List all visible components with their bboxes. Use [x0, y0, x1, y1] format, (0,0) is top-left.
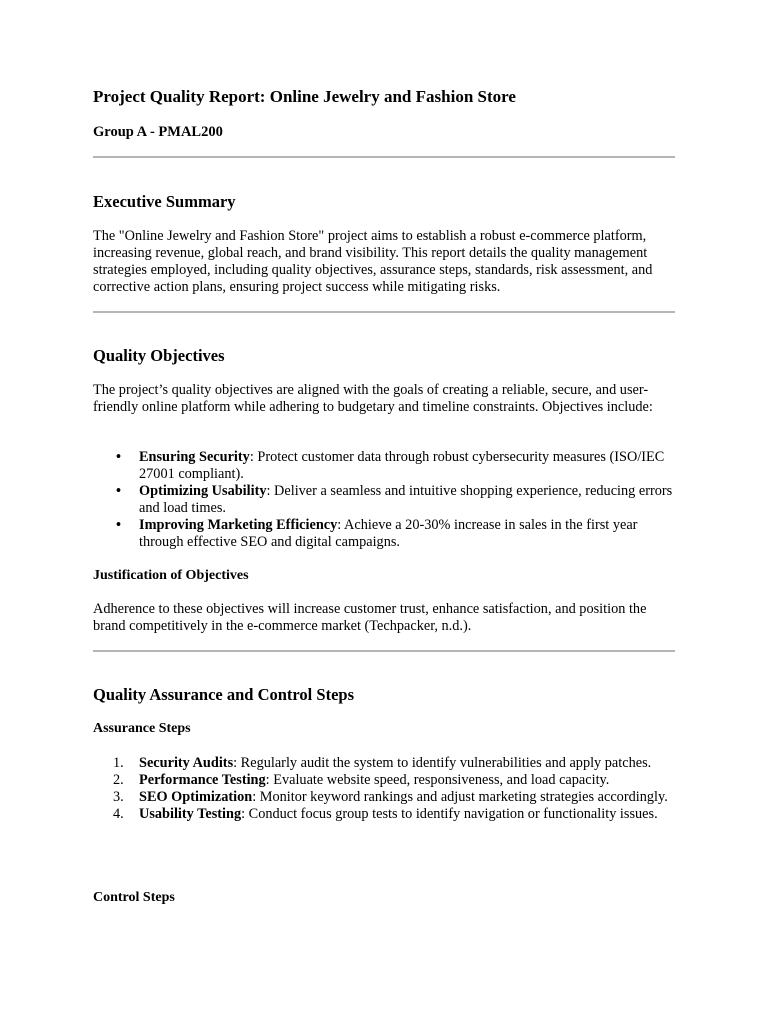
- step-number: 3.: [113, 789, 124, 805]
- step-term: Usability Testing: [139, 806, 242, 822]
- step-number: 2.: [113, 772, 124, 788]
- step-description: : Regularly audit the system to identify vulnerabilities and apply patches.: [233, 755, 652, 771]
- list-item: [93, 517, 675, 551]
- executive-summary-text: The "Online Jewelry and Fashion Store" project aims to establish a robust e-commerce platform, increasing revenue, global reach, and brand visibility. This report details the quality management strategies employed, including quality objectives, assurance steps, standards, risk assessment, and corrective action plans, ensuring project success while mitigating risks.: [93, 228, 653, 295]
- quality-objectives-intro: The project’s quality objectives are aligned with the goals of creating a reliable, secure, and user-friendly online platform while adhering to budgetary and timeline constraints. Objectives include:: [93, 382, 653, 415]
- step-description: : Conduct focus group tests to identify navigation or functionality issues.: [241, 806, 658, 822]
- executive-summary-heading: Executive Summary: [93, 192, 236, 211]
- list-item: [93, 806, 675, 823]
- list-item: [93, 483, 675, 517]
- objective-description: : Achieve a 20-30% increase in sales in the first year through effective SEO and digital campaigns.: [139, 517, 638, 550]
- group-label: Group A - PMAL200: [93, 124, 223, 140]
- quality-objectives-heading: Quality Objectives: [93, 346, 225, 365]
- objective-term: Improving Marketing Efficiency: [139, 517, 338, 533]
- step-term: SEO Optimization: [139, 789, 253, 805]
- step-number: 4.: [113, 806, 124, 822]
- justification-heading: Justification of Objectives: [93, 568, 249, 583]
- divider: [93, 650, 675, 652]
- step-term: Performance Testing: [139, 772, 266, 788]
- objective-term: Optimizing Usability: [139, 483, 267, 499]
- bullet-icon: •: [116, 483, 122, 499]
- bullet-icon: •: [116, 449, 122, 465]
- report-title: Project Quality Report: Online Jewelry and Fashion Store: [93, 87, 516, 106]
- assurance-steps-heading: Assurance Steps: [93, 721, 191, 736]
- assurance-steps-list: [93, 755, 675, 823]
- objectives-list: [93, 449, 675, 551]
- justification-text: Adherence to these objectives will increase customer trust, enhance satisfaction, and position the brand competitively in the e-commerce market (Techpacker, n.d.).: [93, 601, 647, 634]
- divider: [93, 311, 675, 313]
- qa-control-heading: Quality Assurance and Control Steps: [93, 685, 354, 704]
- objective-term: Ensuring Security: [139, 449, 250, 465]
- objective-description: : Deliver a seamless and intuitive shopping experience, reducing errors and load times.: [139, 483, 673, 516]
- control-steps-heading: Control Steps: [93, 890, 175, 905]
- step-description: : Monitor keyword rankings and adjust marketing strategies accordingly.: [252, 789, 668, 805]
- list-item: [93, 449, 675, 483]
- list-item: [93, 755, 675, 772]
- bullet-icon: •: [116, 517, 122, 533]
- divider: [93, 156, 675, 158]
- objective-description: : Protect customer data through robust cybersecurity measures (ISO/IEC 27001 compliant).: [139, 449, 665, 482]
- step-term: Security Audits: [139, 755, 234, 771]
- step-number: 1.: [113, 755, 124, 771]
- step-description: : Evaluate website speed, responsiveness, and load capacity.: [265, 772, 610, 788]
- list-item: [93, 772, 675, 789]
- list-item: [93, 789, 675, 806]
